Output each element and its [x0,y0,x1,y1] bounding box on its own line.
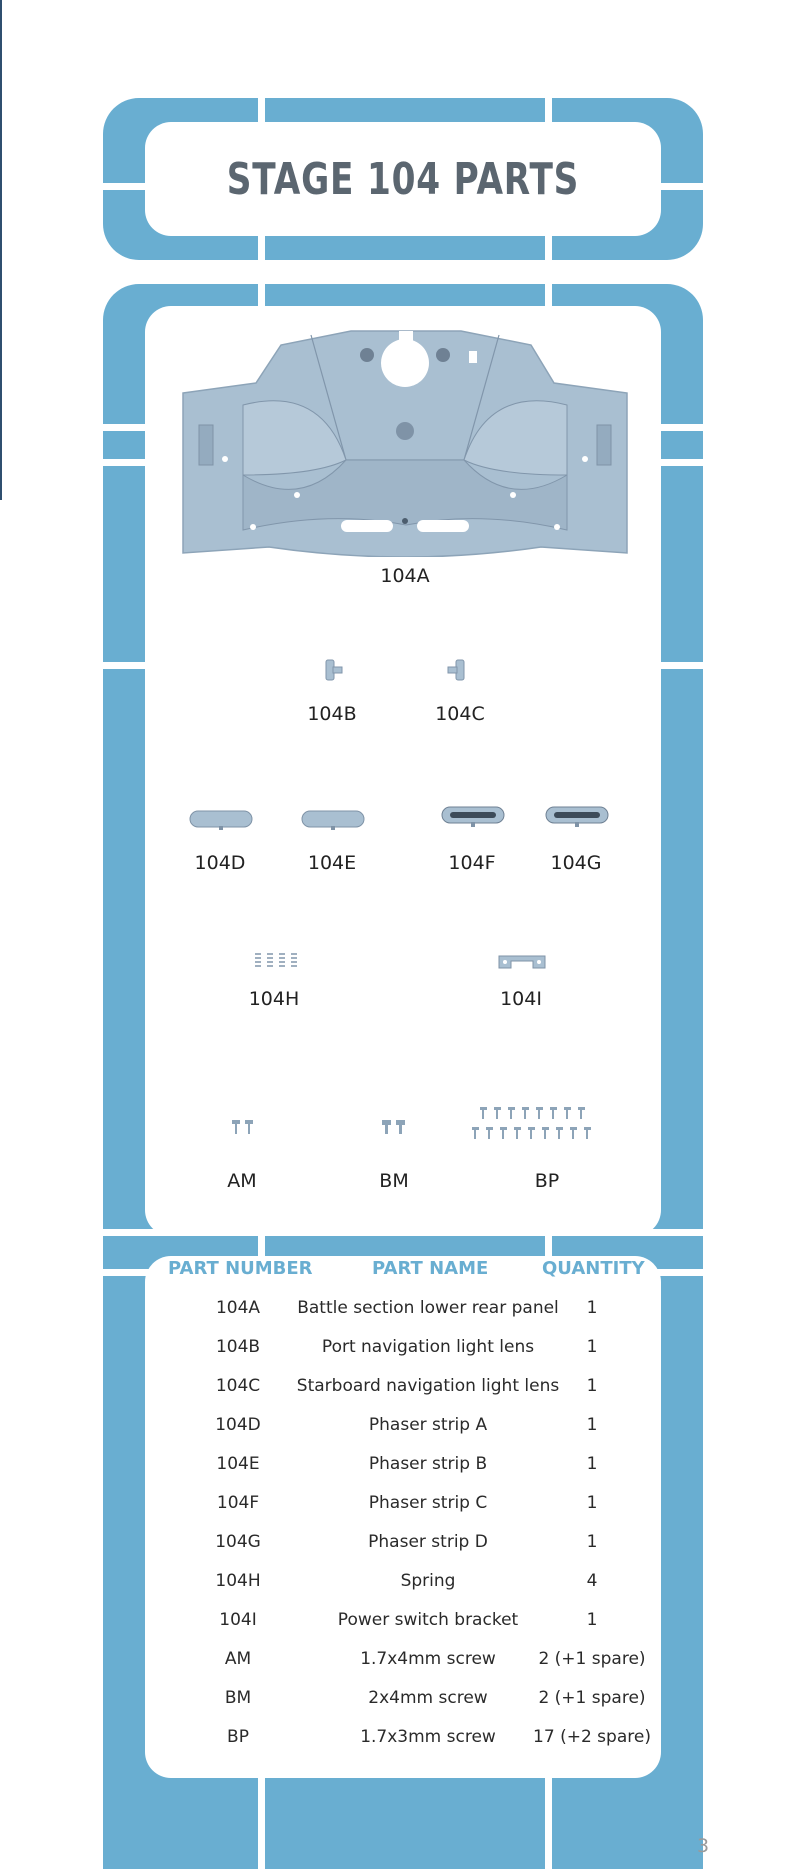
table-row [160,1532,660,1572]
cell-part-name: Power switch bracket [337,1610,519,1630]
cell-part-name: 1.7x3mm screw [360,1727,496,1747]
part-BP-image [470,1105,620,1143]
cell-part-number: 104B [215,1337,261,1357]
part-104G-label: 104G [550,852,602,874]
cell-quantity: 2 (+1 spare) [538,1649,646,1669]
cell-part-number: 104H [215,1571,261,1591]
cell-part-number: 104G [215,1532,261,1552]
cell-part-number: BP [227,1727,249,1747]
part-AM-label: AM [227,1170,257,1192]
cell-part-number: 104I [219,1610,257,1630]
table-row [160,1415,660,1455]
table-row [160,1649,660,1689]
cell-quantity: 17 (+2 spare) [533,1727,651,1747]
cell-part-number: BM [224,1688,252,1708]
part-104A-image [181,325,629,557]
page-number: 3 [697,1835,710,1857]
header-part-number: PART NUMBER [168,1258,313,1279]
cell-quantity: 1 [586,1415,598,1435]
cell-part-number: 104A [215,1298,261,1318]
cell-quantity: 1 [586,1337,598,1357]
cell-quantity: 1 [586,1493,598,1513]
title-frame [103,98,703,260]
cell-quantity: 1 [586,1454,598,1474]
part-104B-image [320,658,344,682]
cell-part-name: Phaser strip B [368,1454,488,1474]
cell-part-name: 1.7x4mm screw [360,1649,496,1669]
part-104H-image [252,950,300,970]
header-quantity: QUANTITY [542,1258,645,1279]
cell-quantity: 1 [586,1298,598,1318]
cell-part-name: Phaser strip D [368,1532,488,1552]
cell-part-name: Spring [400,1571,456,1591]
part-BM-label: BM [379,1170,409,1192]
table-row [160,1337,660,1377]
cell-part-number: AM [224,1649,252,1669]
part-104D-label: 104D [194,852,246,874]
cell-part-number: 104C [215,1376,261,1396]
part-104E-label: 104E [307,852,357,874]
cell-part-name: Phaser strip A [368,1415,488,1435]
part-104C-label: 104C [435,703,485,725]
part-104H-label: 104H [248,988,300,1010]
part-BP-label: BP [534,1170,560,1192]
cell-quantity: 1 [586,1610,598,1630]
part-104I-label: 104I [500,988,542,1010]
table-row [160,1298,660,1338]
table-row [160,1571,660,1611]
header-part-name: PART NAME [372,1258,489,1279]
part-104C-image [446,658,470,682]
part-104G-image [544,804,610,828]
table-row [160,1727,660,1767]
part-104F-label: 104F [448,852,496,874]
table-row [160,1688,660,1728]
table-row [160,1376,660,1416]
cell-part-number: 104D [215,1415,261,1435]
cell-part-name: Starboard navigation light lens [296,1376,560,1396]
cell-quantity: 2 (+1 spare) [538,1688,646,1708]
cell-part-name: Battle section lower rear panel [297,1298,559,1318]
table-row [160,1610,660,1650]
part-104A-label: 104A [380,565,430,587]
part-104E-image [300,808,366,830]
cell-part-name: Port navigation light lens [321,1337,535,1357]
part-104D-image [188,808,254,830]
part-BM-image [380,1118,408,1136]
page-edge-mark [0,0,2,500]
table-row [160,1493,660,1533]
cell-part-name: 2x4mm screw [368,1688,488,1708]
part-AM-image [230,1118,256,1136]
cell-part-number: 104F [216,1493,260,1513]
cell-quantity: 1 [586,1532,598,1552]
table-row [160,1454,660,1494]
cell-part-name: Phaser strip C [368,1493,488,1513]
cell-quantity: 4 [586,1571,598,1591]
part-104F-image [440,804,506,828]
part-104B-label: 104B [307,703,357,725]
cell-part-number: 104E [216,1454,260,1474]
page-title: STAGE 104 PARTS [226,153,580,205]
cell-quantity: 1 [586,1376,598,1396]
part-104I-image [497,952,547,970]
